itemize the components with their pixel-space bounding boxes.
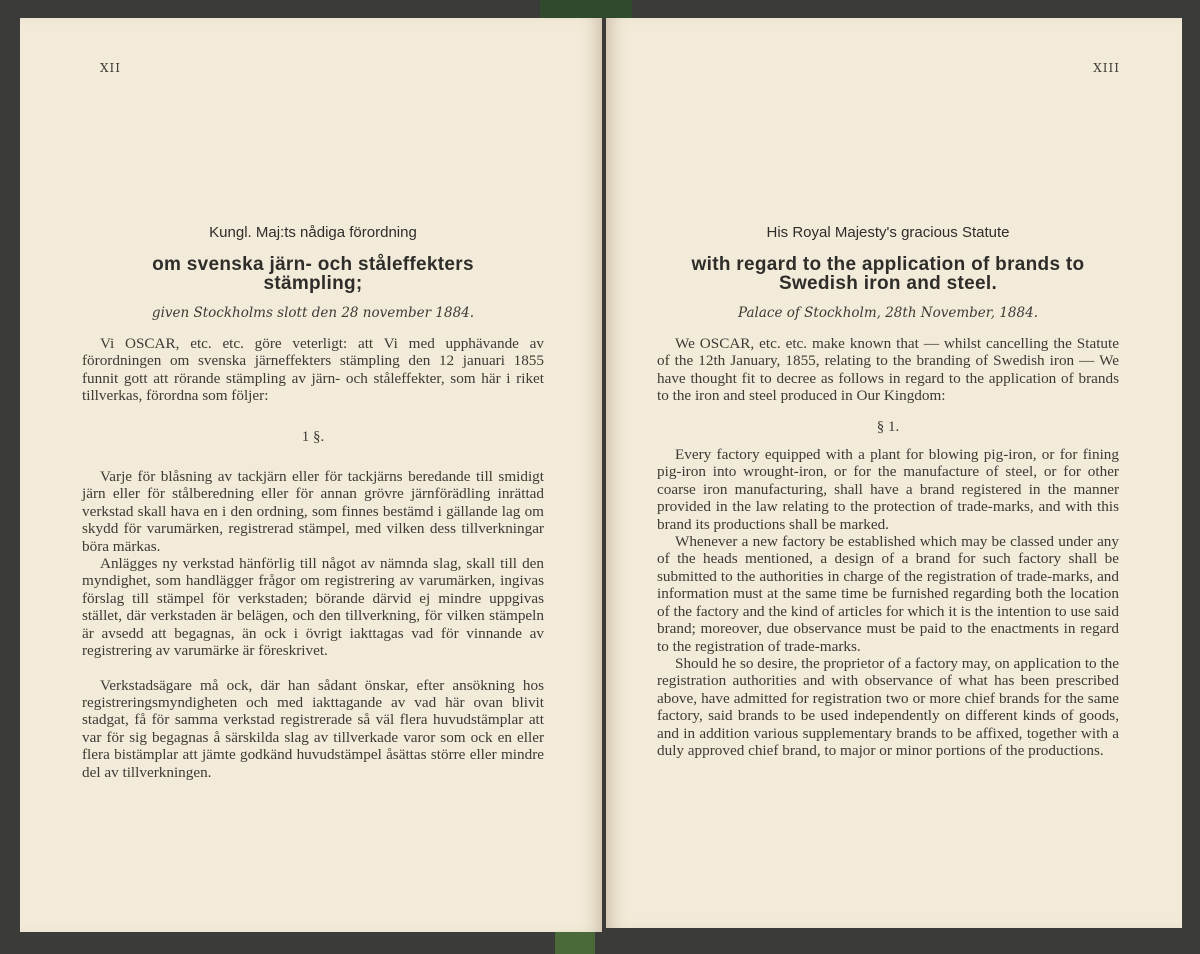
preamble: We OSCAR, etc. etc. make known that — whilst cancelling the Statute of the 12th January, 1855, relating to the branding of Swedish iron — We have thought fit to decree as follows in regard to the application of brands to the iron and steel produced in Our Kingdom:	[657, 335, 1119, 405]
book-spine-top	[540, 0, 632, 18]
subtitle: given Stockholms slott den 28 november 1884.	[151, 305, 475, 321]
subtitle: Palace of Stockholm, 28th November, 1884.	[738, 305, 1038, 321]
page-number: XIII	[1093, 61, 1120, 75]
paragraph: Varje för blåsning av tackjärn eller för tackjärns beredande till smidigt järn eller för stålberedning eller för annan grövre järnförädling inrättad verkstad skall hava en i den ordning, som finnes bestämd i gällande lag om skydd för varumärken, registrerad stämpel, med vilken dess tillverkningar böra märkas.	[82, 468, 544, 555]
section-heading: § 1.	[876, 418, 900, 435]
heading: His Royal Majesty's gracious Statute	[766, 224, 1010, 241]
right-page	[606, 18, 1182, 928]
paragraph: Whenever a new factory be established which may be classed under any of the heads mentioned, a design of a brand for such factory shall be submitted to the authorities in charge of the registration of trade-marks, and information must at the same time be furnished regarding both the location of the factory and the kind of articles for which it is the intention to use said brand; moreover, due observance must be paid to the enactments in regard to the registration of trade-marks.	[657, 533, 1119, 655]
title: om svenska järn- och ståleffekters stämpling;	[152, 254, 474, 294]
paragraph: Every factory equipped with a plant for blowing pig-iron, or for fining pig-iron into wrought-iron, or for the manufacture of steel, or for other coarse iron manufacturing, shall have a brand registered in the manner provided in the law relating to the protection of trade-marks, and with this brand its productions shall be marked.	[657, 446, 1119, 533]
title: with regard to the application of brands to Swedish iron and steel.	[691, 254, 1085, 294]
paragraph: Verkstadsägare må ock, där han sådant önskar, efter ansökning hos registreringsmyndigheten och med iakttagande av vad här ovan blivit stadgat, få för samma verkstad registrerade så väl flera huvudstämplar att var för sig begagnas å särskilda slag av tillverkade varor som ock en eller flera bistämplar att jämte godkänd huvudstämpel åsättas större eller mindre del av tillverkningen.	[82, 676, 544, 781]
heading: Kungl. Maj:ts nådiga förordning	[209, 224, 417, 241]
paragraph: Anlägges ny verkstad hänförlig till något av nämnda slag, skall till den myndighet, som handlägger frågor om registrering av varumärken, ingivas förslag till stämpel för verkstaden; börande därvid ej mindre uppgivas stället, där verkstaden är belägen, och den tillverkning, för vilken stämpeln är avsedd att begagnas, än ock i övrigt iakttagas vad för vinnande av registrering av varumärke är föreskrivet.	[82, 555, 544, 660]
section-heading: 1 §.	[301, 428, 325, 445]
paragraph: Should he so desire, the proprietor of a factory may, on application to the registration authorities and with observance of what has been prescribed above, have admitted for registration two or more chief brands for the same factory, said brands to be used independently on different kinds of goods, and in addition various supplementary brands to be affixed, together with a duly approved chief brand, to major or minor portions of the productions.	[657, 654, 1119, 759]
page-number: XII	[100, 61, 122, 75]
preamble: Vi OSCAR, etc. etc. göre veterligt: att Vi med upphävande av förordningen om svenska järneffekters stämpling den 12 januari 1855 funnit gott att rörande stämpling av järn- och ståleffekter, som här i riket tillverkas, förordna som följer:	[82, 335, 544, 405]
left-page	[20, 18, 602, 932]
